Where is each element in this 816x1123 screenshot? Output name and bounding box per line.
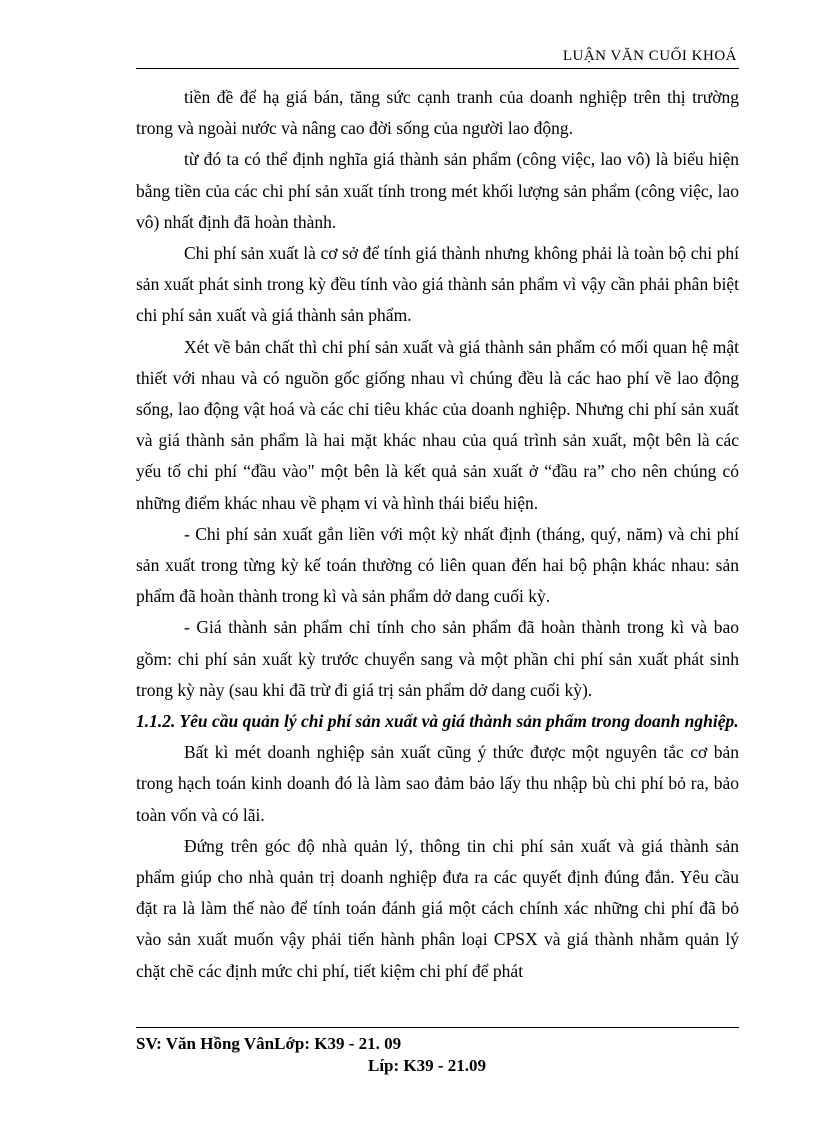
- paragraph: - Giá thành sản phẩm chỉ tính cho sản phẩm đã hoàn thành trong kì và bao gồm: chi phí sản xuất kỳ trước chuyển sang và một phần chi phí sản xuất phát sinh trong kỳ này (sau khi đã trừ đi giá trị sản phẩm dở dang cuối kỳ).: [136, 617, 739, 700]
- paragraph: Xét về bản chất thì chi phí sản xuất và giá thành sản phẩm có mối quan hệ mật thiết với nhau và có nguồn gốc giống nhau vì chúng đều là các hao phí về lao động sống, lao động vật hoá và các chỉ tiêu khác của doanh nghiệp. Nhưng chi phí sản xuất và giá thành sản phẩm là hai mặt khác nhau của quá trình sản xuất, một bên là các yếu tố chi phí “đầu vào" một bên là kết quả sản xuất ở “đầu ra” cho nên chúng có những điểm khác nhau về phạm vi và hình thái biểu hiện.: [136, 336, 739, 513]
- paragraph: từ đó ta có thể định nghĩa giá thành sản phẩm (công việc, lao vô) là biểu hiện bằng tiền của các chi phí sản xuất tính trong mét khối lượng sản phẩm (công việc, lao vô) nhất định đã hoàn thành.: [136, 149, 739, 232]
- paragraph: Chi phí sản xuất là cơ sở để tính giá thành nhưng không phải là toàn bộ chi phí sản xuất phát sinh trong kỳ đều tính vào giá thành sản phẩm vì vậy cần phải phân biệt chi phí sản xuất và giá thành sản phẩm.: [136, 243, 739, 326]
- paragraph-continuation: tiền đề để hạ giá bán, tăng sức cạnh tranh của doanh nghiệp trên thị trường trong và ngoài nước và nâng cao đời sống của người lao động.: [136, 87, 739, 139]
- paragraph: - Chi phí sản xuất gắn liền với một kỳ nhất định (tháng, quý, năm) và chi phí sản xuất trong từng kỳ kế toán thường có liên quan đến hai bộ phận khác nhau: sản phẩm đã hoàn thành trong kì và sản phẩm dở dang cuối kỳ.: [136, 523, 739, 607]
- header-divider: [136, 68, 739, 69]
- footer-student: SV: Văn Hồng VânLớp: K39 - 21. 09: [136, 1034, 402, 1053]
- footer-divider: [136, 1027, 739, 1028]
- paragraph: Đứng trên góc độ nhà quản lý, thông tin chi phí sản xuất và giá thành sản phẩm giúp cho nhà quản trị doanh nghiệp đưa ra các quyết định đúng đắn. Yêu cầu đặt ra là làm thế nào để tính toán đánh giá một cách chính xác những chi phí đã bỏ vào sản xuất muốn vậy phải tiến hành phân loại CPSX và giá thành nhằm quản lý chặt chẽ các định mức chi phí, tiết kiệm chi phí để phát: [136, 835, 739, 981]
- paragraph: Bất kì mét doanh nghiệp sản xuất cũng ý thức được một nguyên tắc cơ bản trong hạch toán kinh doanh đó là làm sao đảm bảo lấy thu nhập bù chi phí bỏ ra, bảo toàn vốn và có lãi.: [136, 742, 739, 825]
- document-body: [136, 82, 739, 987]
- running-header: LUẬN VĂN CUỐI KHOÁ: [562, 48, 737, 64]
- section-heading: 1.1.2. Yêu cầu quản lý chi phí sản xuất và giá thành sản phẩm trong doanh nghiệp.: [136, 711, 739, 732]
- footer-class: Líp: K39 - 21.09: [368, 1056, 487, 1075]
